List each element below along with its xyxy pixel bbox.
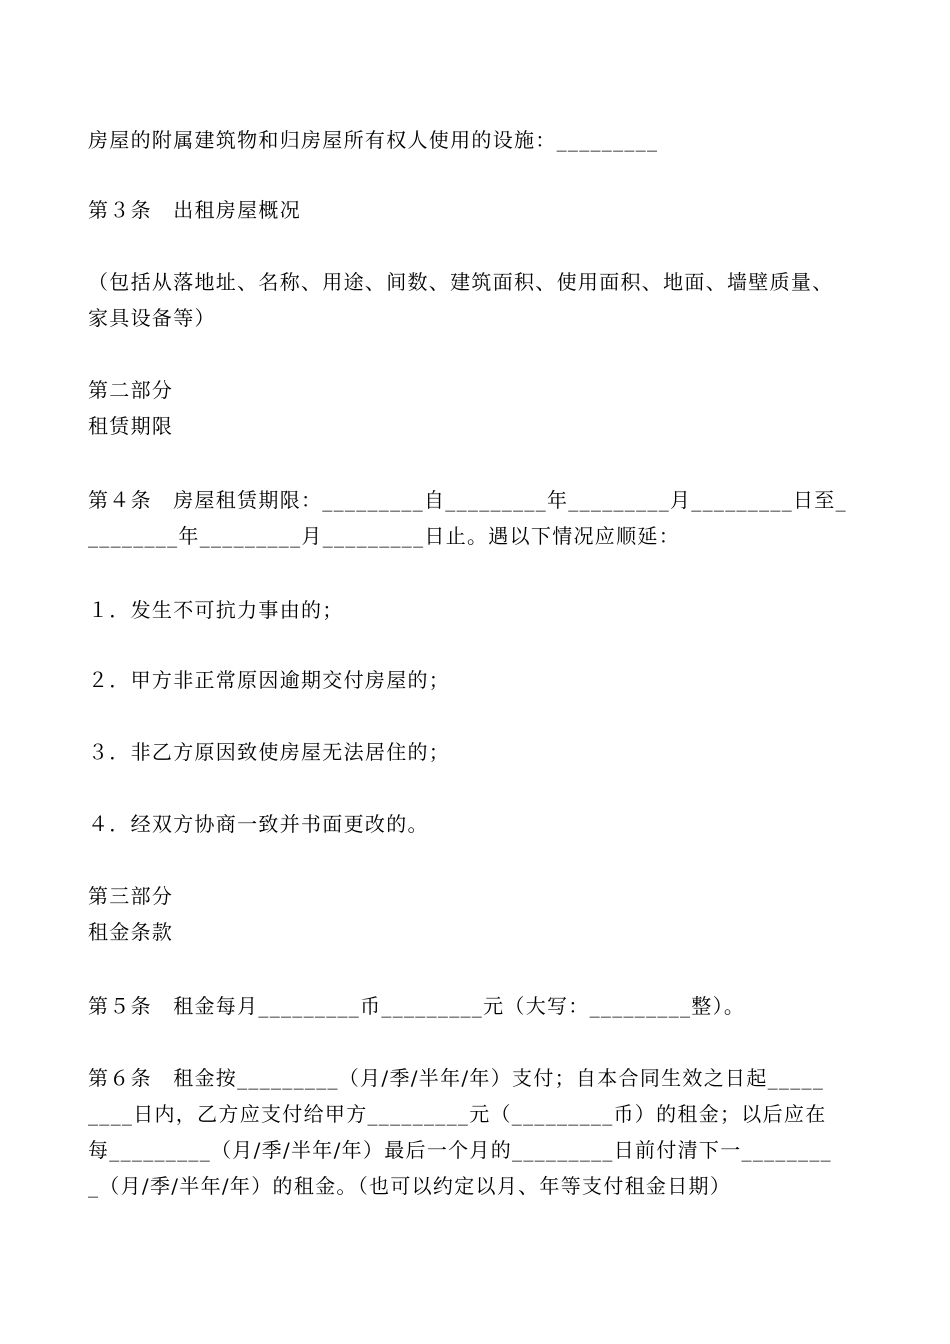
list-item-1: １．发生不可抗力事由的； (88, 598, 344, 622)
article-6-line-1: 第６条 租金按_________（月/季/半年/年）支付；自本合同生效之日起_____ (88, 1066, 825, 1090)
article-6-line-3: 每_________（月/季/半年/年）最后一个月的_________日前付清下一________ (88, 1138, 832, 1162)
part-2-title: 租赁期限 (88, 414, 174, 438)
article-6-line-2: ____日内，乙方应支付给甲方_________元（_________币）的租金；以后应在 (88, 1102, 827, 1126)
article-4-line-2: ________年_________月_________日止。遇以下情况应顺延： (88, 524, 680, 548)
article-5-line: 第５条 租金每月_________币_________元（大写：_________整）。 (88, 994, 746, 1018)
facilities-line: 房屋的附属建筑物和归房屋所有权人使用的设施：_________ (88, 128, 659, 152)
part-3-title: 租金条款 (88, 920, 174, 944)
article-3-heading: 第３条 出租房屋概况 (88, 198, 301, 222)
article-6-line-4: _（月/季/半年/年）的租金。（也可以约定以月、年等支付租金日期） (88, 1174, 732, 1198)
list-item-4: ４．经双方协商一致并书面更改的。 (88, 812, 429, 836)
article-4-line-1: 第４条 房屋租赁期限：_________自_________年_________月_________日至_ (88, 488, 847, 512)
list-item-2: ２．甲方非正常原因逾期交付房屋的； (88, 668, 451, 692)
part-3-heading: 第三部分 (88, 884, 174, 908)
part-2-heading: 第二部分 (88, 378, 174, 402)
list-item-3: ３．非乙方原因致使房屋无法居住的； (88, 740, 451, 764)
article-3-detail-line-1: （包括从落地址、名称、用途、间数、建筑面积、使用面积、地面、墙壁质量、 (88, 270, 834, 294)
article-3-detail-line-2: 家具设备等） (88, 306, 216, 330)
